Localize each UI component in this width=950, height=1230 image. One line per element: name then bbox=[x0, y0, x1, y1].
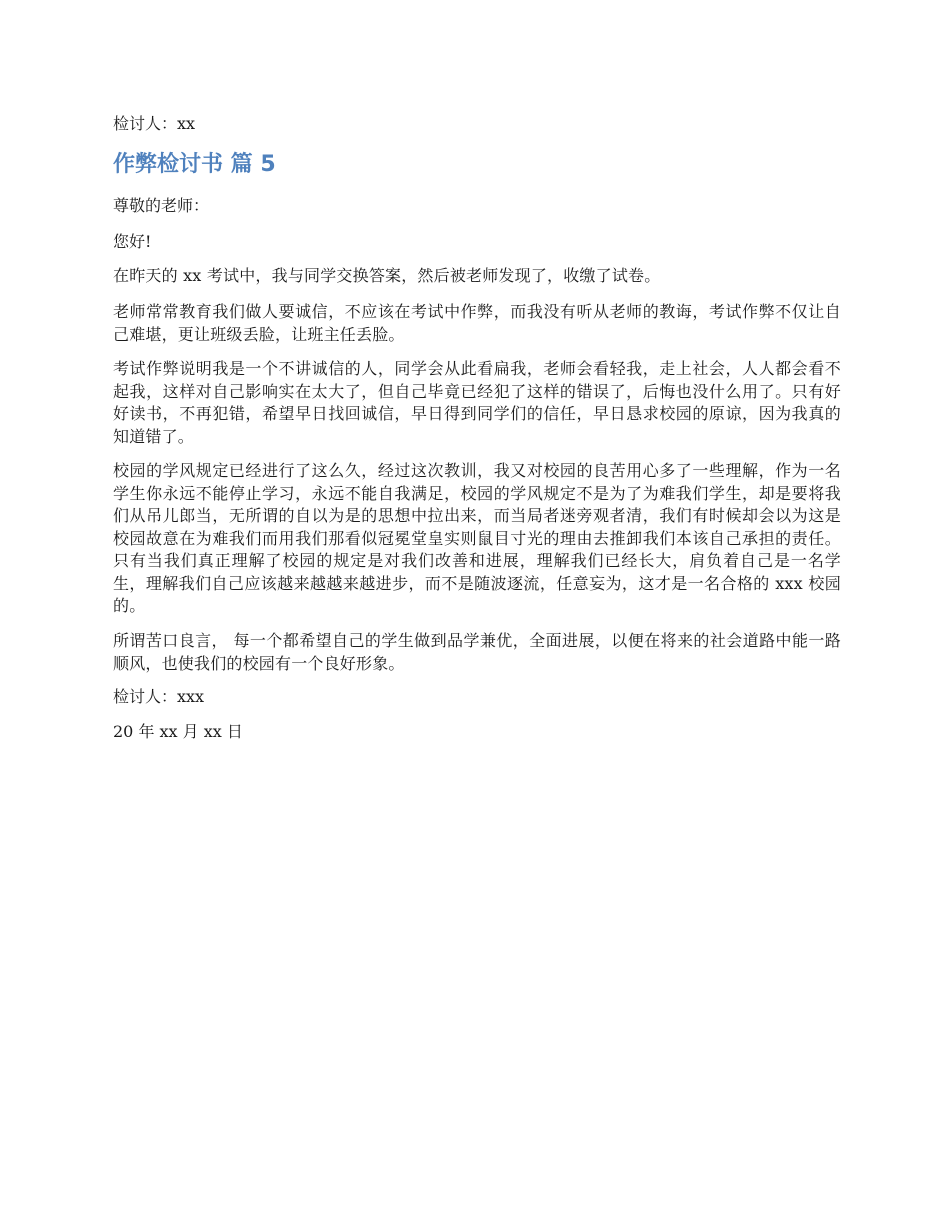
section-heading: 作弊检讨书 篇 5 bbox=[113, 152, 276, 177]
paragraph-3: 考试作弊说明我是一个不讲诚信的人，同学会从此看扁我，老师会看轻我，走上社会，人人都会看不起我，这样对自己影响实在太大了，但自己毕竟已经犯了这样的错误了，后悔也没什么用了。只有好好读书，不再犯错，希望早日找回诚信，早日得到同学们的信任，早日恳求校园的原谅，因为我真的知道错了。 bbox=[113, 359, 841, 446]
greeting: 您好! bbox=[113, 232, 152, 251]
date: 20 年 xx 月 xx 日 bbox=[113, 722, 243, 741]
paragraph-4: 校园的学风规定已经进行了这么久，经过这次教训，我又对校园的良苦用心多了一些理解，作为一名学生你永远不能停止学习，永远不能自我满足，校园的学风规定不是为了为难我们学生，却是要将我们从吊儿郎当，无所谓的自以为是的思想中拉出来，而当局者迷旁观者清，我们有时候却会以为这是校园故意在为难我们而用我们那看似冠冕堂皇实则鼠目寸光的理由去推卸我们本该自己承担的责任。只有当我们真正理解了校园的规定是对我们改善和进展，理解我们已经长大，肩负着自己是一名学生，理解我们自己应该越来越越来越进步，而不是随波逐流，任意妄为，这才是一名合格的 xxx 校园的。 bbox=[113, 461, 841, 615]
paragraph-1: 在昨天的 xx 考试中，我与同学交换答案，然后被老师发现了，收缴了试卷。 bbox=[113, 266, 661, 285]
top-signature: 检讨人：xx bbox=[113, 114, 196, 133]
bottom-signature: 检讨人：xxx bbox=[113, 687, 205, 706]
paragraph-2: 老师常常教育我们做人要诚信，不应该在考试中作弊，而我没有听从老师的教诲，考试作弊不仅让自己难堪，更让班级丢脸，让班主任丢脸。 bbox=[113, 302, 841, 344]
salutation: 尊敬的老师： bbox=[113, 196, 210, 215]
paragraph-5: 所谓苦口良言， 每一个都希望自己的学生做到品学兼优，全面进展，以便在将来的社会道路中能一路顺风，也使我们的校园有一个良好形象。 bbox=[113, 631, 841, 673]
